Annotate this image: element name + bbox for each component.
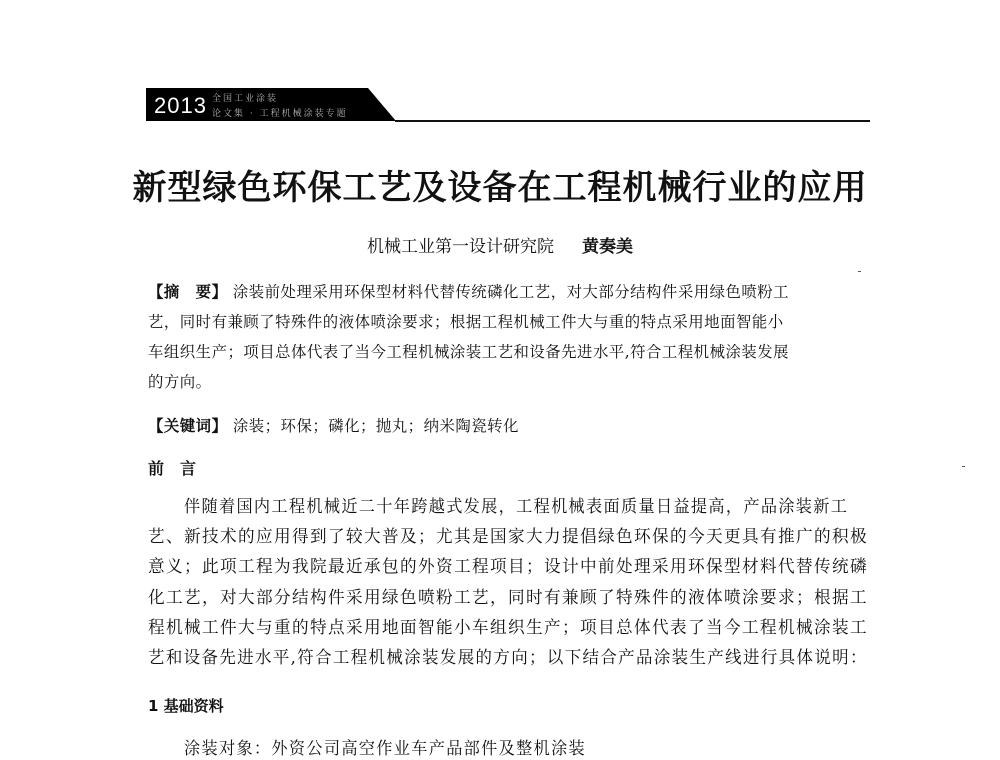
affiliation: 机械工业第一设计研究院 [367, 237, 554, 257]
abstract-label: 【摘 要】 [148, 283, 228, 301]
paper-title: 新型绿色环保工艺及设备在工程机械行业的应用 [132, 168, 868, 208]
keywords-text: 涂装；环保；磷化；抛丸；纳米陶瓷转化 [232, 417, 519, 435]
author-name: 黄奏美 [582, 237, 633, 257]
body-line: 程机械工件大与重的特点采用地面智能小车组织生产；项目总体代表了当今工程机械涂装工 [148, 618, 868, 638]
preface-heading: 前 言 [148, 459, 197, 478]
keywords-line [148, 414, 868, 436]
body-line: 化工艺，对大部分结构件采用绿色喷粉工艺，同时有兼顾了特殊件的液体喷涂要求；根据工 [148, 588, 868, 608]
section-heading: 1 基础资料 [148, 697, 224, 715]
banner-series-line1: 全国工业涂装 [212, 94, 279, 104]
banner-series-line2: 论文集 · 工程机械涂装专题 [212, 109, 348, 119]
journal-banner [146, 88, 396, 121]
body-line: 伴随着国内工程机械近二十年跨越式发展，工程机械表面质量日益提高，产品涂装新工 [184, 497, 849, 517]
author-line [0, 232, 1000, 257]
body-line: 艺和设备先进水平,符合工程机械涂装发展的方向；以下结合产品涂装生产线进行具体说明： [148, 648, 868, 668]
scan-speck [962, 466, 965, 467]
abstract-line: 的方向。 [148, 373, 212, 391]
abstract-line: 【摘 要】 涂装前处理采用环保型材料代替传统磷化工艺，对大部分结构件采用绿色喷粉工 [148, 283, 790, 301]
banner-year: 2013 [154, 93, 207, 118]
abstract-line: 车组织生产；项目总体代表了当今工程机械涂装工艺和设备先进水平,符合工程机械涂装发展 [148, 343, 790, 361]
body-line: 艺、新技术的应用得到了较大普及；尤其是国家大力提倡绿色环保的今天更具有推广的积极 [148, 527, 868, 547]
keywords-label: 【关键词】 [148, 417, 228, 435]
header-rule [395, 120, 870, 122]
scan-speck [858, 271, 861, 272]
body-line: 意义；此项工程为我院最近承包的外资工程项目；设计中前处理采用环保型材料代替传统磷 [148, 557, 868, 577]
abstract-line: 艺，同时有兼顾了特殊件的液体喷涂要求；根据工程机械工件大与重的特点采用地面智能小 [148, 313, 784, 331]
body-line: 涂装对象：外资公司高空作业车产品部件及整机涂装 [184, 739, 587, 759]
